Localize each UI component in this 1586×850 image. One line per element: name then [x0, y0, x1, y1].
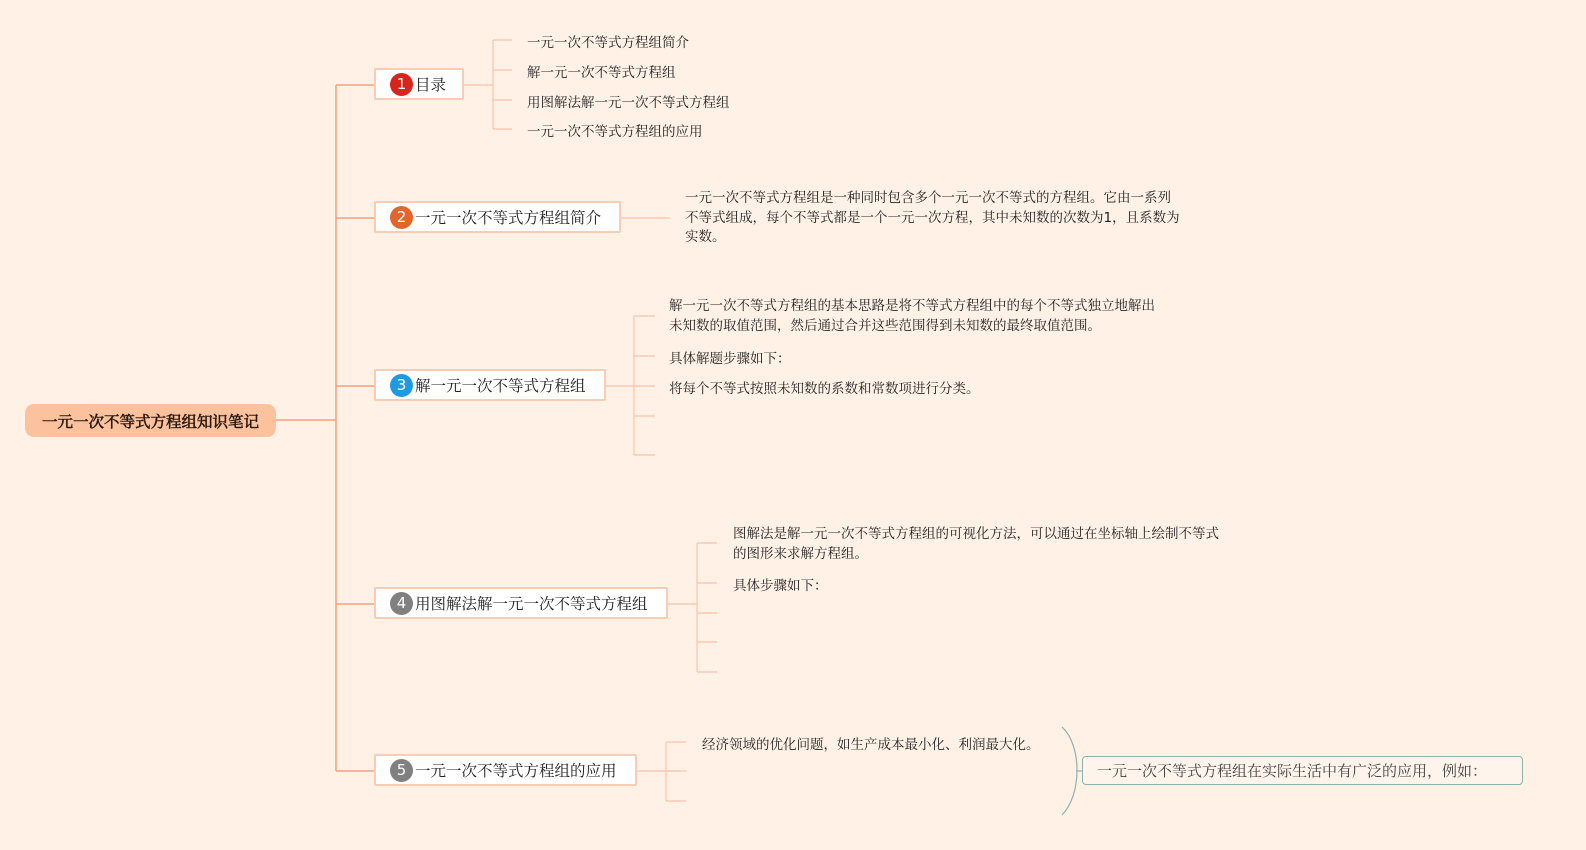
solve-step-1[interactable]: 将每个不等式按照未知数的系数和常数项进行分类。 [669, 381, 980, 397]
number-badge-icon: 2 [390, 206, 413, 229]
topic-graphic[interactable] [374, 587, 668, 619]
topic-application[interactable] [374, 754, 637, 786]
toc-item[interactable]: 一元一次不等式方程组的应用 [527, 124, 703, 140]
topic-solve[interactable] [374, 369, 606, 401]
number-badge-icon: 5 [390, 759, 413, 782]
summary-label: 一元一次不等式方程组在实际生活中有广泛的应用，例如： [1097, 762, 1488, 780]
graphic-steps-label[interactable]: 具体步骤如下： [733, 578, 828, 594]
topic-intro[interactable] [374, 201, 621, 233]
topic-label: 一元一次不等式方程组的应用 [415, 762, 617, 780]
intro-text[interactable]: 一元一次不等式方程组是一种同时包含多个一元一次不等式的方程组。它由一系列不等式组成，每个不等式都是一个一元一次方程，其中未知数的次数为1，且系数为实数。 [685, 190, 1180, 245]
number-badge-icon: 3 [390, 374, 413, 397]
number-badge-icon: 4 [390, 592, 413, 615]
toc-item[interactable]: 用图解法解一元一次不等式方程组 [527, 95, 730, 111]
topic-label: 用图解法解一元一次不等式方程组 [415, 595, 648, 613]
toc-item[interactable]: 解一元一次不等式方程组 [527, 65, 676, 81]
summary-box[interactable] [1082, 756, 1523, 785]
topic-label: 一元一次不等式方程组简介 [415, 209, 602, 227]
graphic-paragraph[interactable]: 图解法是解一元一次不等式方程组的可视化方法，可以通过在坐标轴上绘制不等式的图形来求解方程组。 [733, 526, 1219, 562]
solve-steps-label[interactable]: 具体解题步骤如下： [669, 351, 791, 367]
root-topic-label: 一元一次不等式方程组知识笔记 [41, 412, 259, 431]
topic-label: 目录 [415, 76, 447, 94]
topic-label: 解一元一次不等式方程组 [415, 377, 586, 395]
toc-item[interactable]: 一元一次不等式方程组简介 [527, 35, 689, 51]
application-item-1[interactable]: 经济领域的优化问题，如生产成本最小化、利润最大化。 [702, 737, 1040, 753]
solve-paragraph[interactable]: 解一元一次不等式方程组的基本思路是将不等式方程组中的每个不等式独立地解出未知数的取值范围，然后通过合并这些范围得到未知数的最终取值范围。 [669, 298, 1155, 334]
number-badge-icon: 1 [390, 73, 413, 96]
root-topic[interactable] [25, 404, 276, 437]
topic-toc[interactable] [374, 68, 464, 100]
summary-brace [1062, 727, 1077, 815]
